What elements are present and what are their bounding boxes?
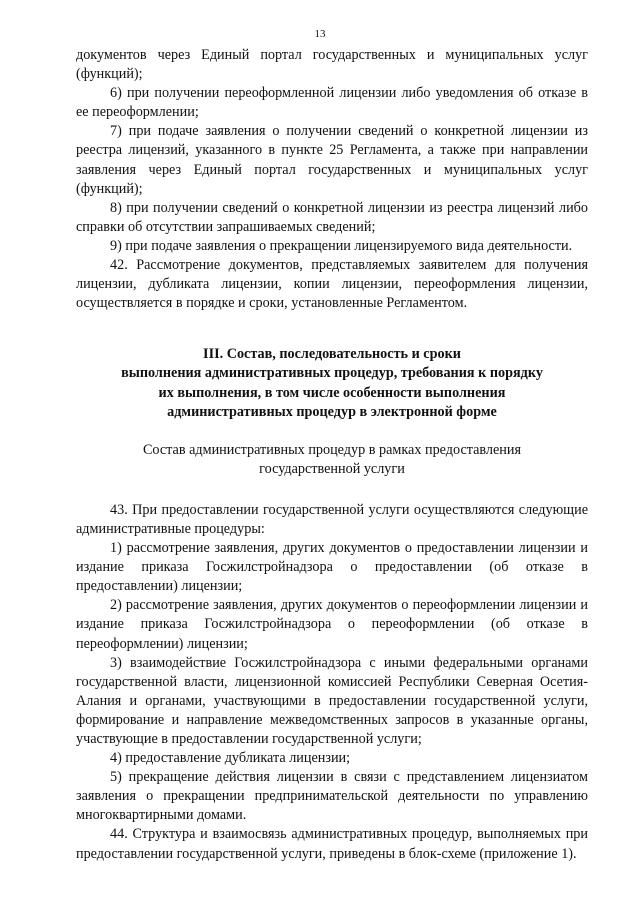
- paragraph: 7) при подаче заявления о получении сведений о конкретной лицензии из реестра лицензий, указанного в пункте 25 Регламента, а также при направлении заявления через Единый портал государственных и муниципальных услуг (функций);: [76, 123, 588, 197]
- section-heading-line: выполнения административных процедур, требования к порядку: [121, 365, 543, 382]
- document-body: [76, 46, 588, 864]
- paragraphs-before-section: [76, 46, 588, 313]
- subsection-heading: [76, 441, 588, 479]
- paragraph: 2) рассмотрение заявления, других документов о переоформлении лицензии и издание приказа Госжилстройнадзора о переоформлении (об отказе в переоформлении) лицензии;: [76, 597, 588, 652]
- paragraph: 5) прекращение действия лицензии в связи с представлением лицензиатом заявления о прекращении предпринимательской деятельности по управлению многоквартирными домами.: [76, 769, 588, 824]
- paragraph: документов через Единый портал государственных и муниципальных услуг (функций);: [76, 47, 588, 83]
- paragraph: 1) рассмотрение заявления, других документов о предоставлении лицензии и издание приказа Госжилстройнадзора о предоставлении (об отказе в предоставлении) лицензии;: [76, 540, 588, 595]
- subsection-heading-line: Состав административных процедур в рамках предоставления: [142, 441, 522, 458]
- section-heading-line: административных процедур в электронной форме: [167, 403, 497, 420]
- section-heading: [76, 345, 588, 421]
- paragraph: 3) взаимодействие Госжилстройнадзора с иными федеральными органами государственной власти, лицензионной комиссией Республики Северная Осетия-Алания и органами, участвующими в предоставлении государственной услуги, формирование и направление межведомственных запросов в указанные органы, участвующие в предоставлении государственной услуги;: [76, 654, 588, 747]
- paragraph: 42. Рассмотрение документов, представляемых заявителем для получения лицензии, дубликата лицензии, копии лицензии, переоформления лицензии, осуществляется в порядке и сроки, установленные Регламентом.: [76, 257, 588, 312]
- page-number: 13: [314, 28, 326, 40]
- paragraph: 9) при подаче заявления о прекращении лицензируемого вида деятельности.: [110, 237, 573, 254]
- subsection-heading-line: государственной услуги: [259, 460, 405, 477]
- paragraphs-after-section: [76, 501, 588, 864]
- paragraph: 4) предоставление дубликата лицензии;: [110, 750, 351, 767]
- section-heading-line: их выполнения, в том числе особенности выполнения: [158, 384, 506, 401]
- paragraph: 43. При предоставлении государственной услуги осуществляются следующие административные процедуры:: [76, 501, 588, 537]
- paragraph: 44. Структура и взаимосвязь административных процедур, выполняемых при предоставлении государственной услуги, приведены в блок-схеме (приложение 1).: [76, 826, 588, 862]
- paragraph: 6) при получении переоформленной лицензии либо уведомления об отказе в ее переоформлении;: [76, 85, 588, 121]
- section-heading-line: III. Состав, последовательность и сроки: [203, 346, 461, 363]
- paragraph: 8) при получении сведений о конкретной лицензии из реестра лицензий либо справки об отсутствии запрашиваемых сведений;: [76, 199, 588, 235]
